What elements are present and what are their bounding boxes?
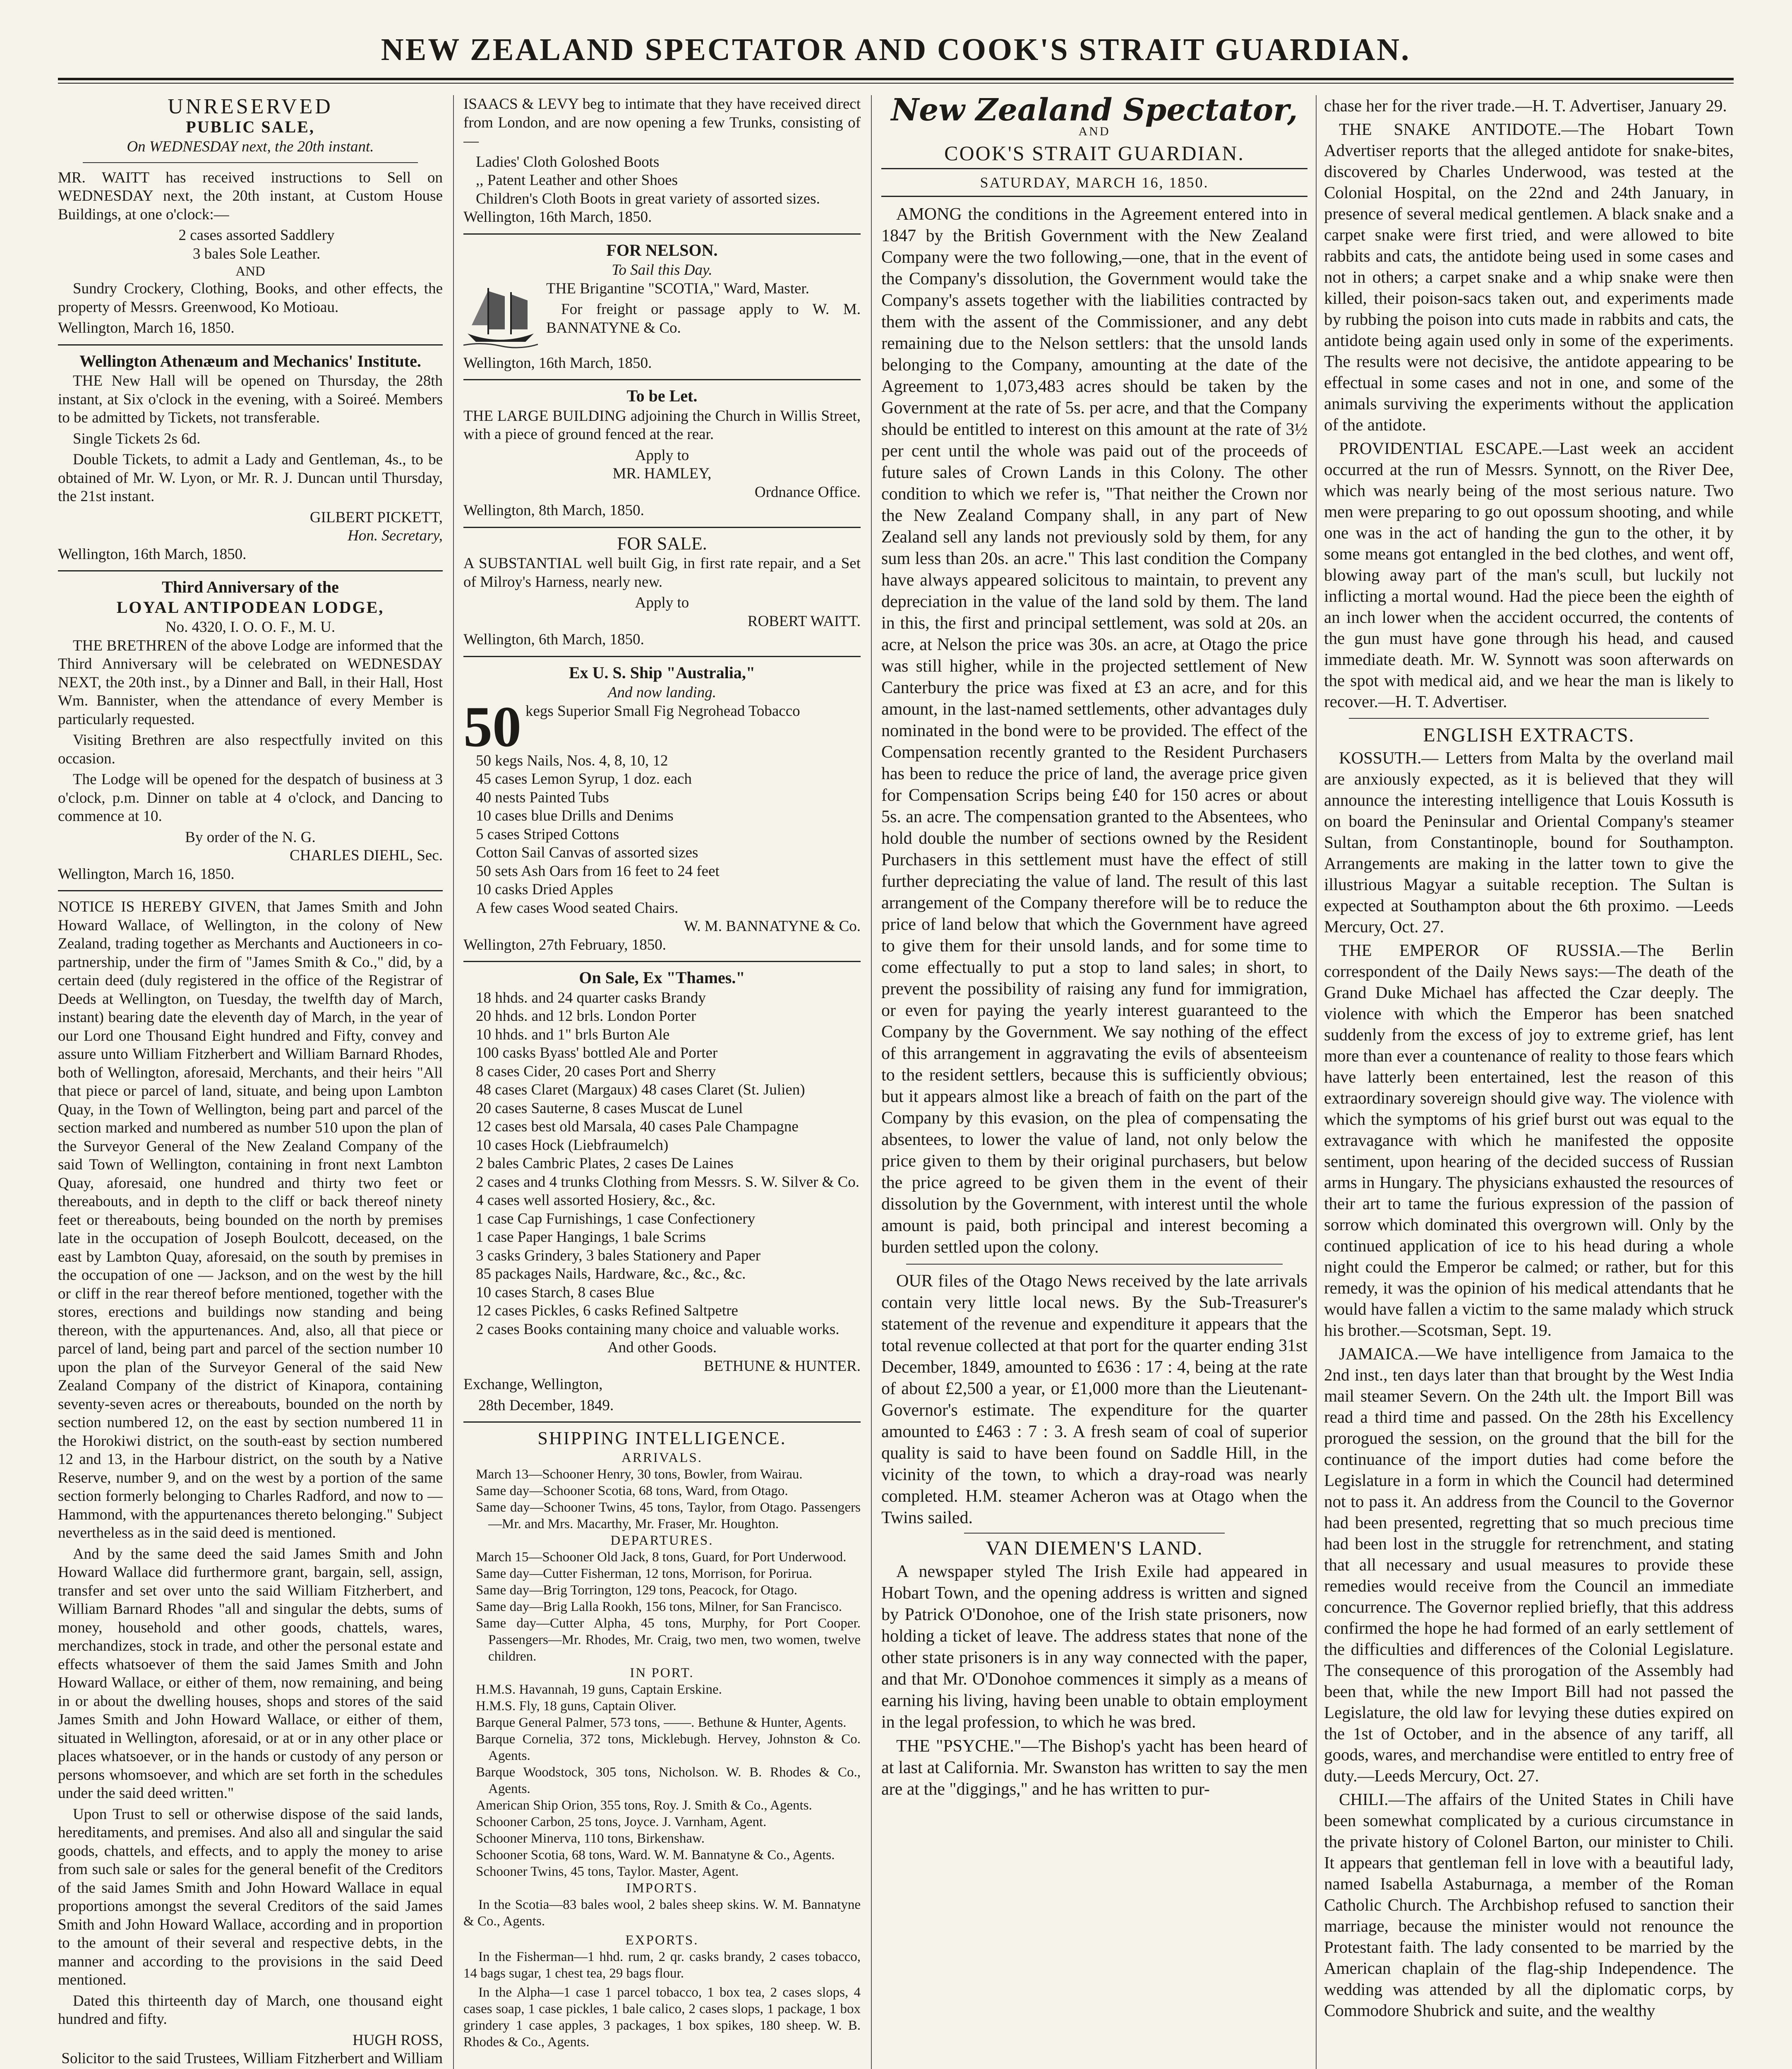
waitt-items [58, 226, 443, 263]
australia-quantity: 50 [463, 694, 521, 759]
column-divider [453, 95, 454, 2069]
list-item: March 13—Schooner Henry, 30 tons, Bowler, from Wairau. [476, 1467, 803, 1482]
column-2 [463, 95, 861, 2069]
list-item: A few cases Wood seated Chairs. [476, 899, 679, 917]
divider [58, 890, 443, 891]
list-item: 8 cases Cider, 20 cases Port and Sherry [476, 1063, 716, 1080]
imports-heading: IMPORTS. [626, 1880, 698, 1896]
athenaeum-role: Hon. Secretary, [348, 527, 443, 544]
divider [463, 527, 861, 528]
nelson-freight: For freight or passage apply to W. M. BANNATYNE & Co. [546, 301, 861, 336]
australia-first-item: kegs Superior Small Fig Negrohead Tobacco [525, 702, 800, 720]
list-item: H.M.S. Havannah, 19 guns, Captain Erskine. [476, 1682, 722, 1697]
divider [463, 1421, 861, 1423]
list-item: Schooner Minerva, 110 tons, Birkenshaw. [476, 1831, 705, 1846]
list-item: 10 cases Starch, 8 cases Blue [476, 1284, 655, 1301]
divider [1349, 718, 1709, 719]
arrivals-list [463, 1466, 861, 1532]
paper-title: New Zealand Spectator, [891, 95, 1298, 128]
lodge-signature: CHARLES DIEHL, Sec. [290, 847, 443, 864]
snake-antidote-paragraph: THE SNAKE ANTIDOTE.—The Hobart Town Advertiser reports that the alleged antidote for snake-bites, discovered by Charles Underwood, was tested at the Colonial Hospital, on the 22nd and 24th January, in presence of several medical gentlemen. A black snake and a carpet snake were first tried, and were allowed to bite rabbits and cats, the antidote being used in some cases and not in others; a carpet snake and a whip snake were then killed, their poison-sacs taken out, and experiments made by rubbing the poison into cuts made in rabbits and cats, the antidote being again used only in some of the experiments. The results were not decisive, the antidote appearing to be effectual in some cases and not in one, and some of the animals surviving the experiments without the application of the antidote. [1324, 120, 1734, 434]
list-item: Schooner Twins, 45 tons, Taylor. Master, Agent. [476, 1864, 739, 1879]
waitt-notice: MR. WAITT has received instructions to Sell on WEDNESDAY next, the 20th instant, at Custom House Buildings, at one o'clock:— [58, 169, 443, 223]
list-item: 2 cases Books containing many choice and valuable works. [476, 1320, 840, 1338]
sale-apply: Apply to [635, 594, 689, 611]
divider [58, 570, 443, 571]
russia-paragraph: THE EMPEROR OF RUSSIA.—The Berlin correspondent of the Daily News says:—The death of the Grand Duke Michael has affected the Czar deeply. The violence with which the Emperor has been snatched suddenly from the excess of joy to extreme grief, has lent more than ever a countenance of reality to those fears which have latterly been entertained, lest the reason of this extraordinary sovereign should give way. The violence with which the symptoms of his grief burst out was equal to the extravagance with which he manifested the opposite sentiment, upon hearing of the decided success of Russian arms in Hungary. The physicians exhausted the resources of their art to tame the furious expression of the passion of sorrow which dominated this overgrown will. Only by the continued application of ice to his head during a whole night could the Emperor be calmed; or rather, but for this remedy, it was the opinion of his medical attendants that he would have fallen a victim to the same malady which struck his brother.—Scotsman, Sept. 19. [1324, 941, 1734, 1339]
isaacs-items [463, 153, 861, 209]
english-extracts-heading: ENGLISH EXTRACTS. [1423, 724, 1635, 746]
divider [83, 162, 418, 163]
list-item: 10 cases blue Drills and Denims [476, 807, 674, 824]
lodge-schedule: The Lodge will be opened for the despatch of business at 3 o'clock, p.m. Dinner on table at 4 o'clock, and Dancing to commence at 10. [58, 771, 443, 825]
notice-deed-3: Upon Trust to sell or otherwise dispose of the said lands, hereditaments, and premises. And also all and singular the said goods, chattels, and effects, and to apply the money to arise from such sale or sales for the general benefit of the Creditors of the said James Smith and John Howard Wallace in equal proportions amongst the several Creditors of the said James Smith and John Howard Wallace, according and in proportion to the amount of their several and respective debts, in the manner and according to the provisions in the said Deed mentioned. [58, 1805, 443, 1988]
divider [906, 1264, 1283, 1265]
thames-heading: On Sale, Ex "Thames." [579, 968, 745, 987]
list-item: Cotton Sail Canvas of assorted sizes [476, 844, 698, 861]
sale-signature: ROBERT WAITT. [747, 612, 861, 630]
list-item: Barque Cornelia, 372 tons, Micklebugh. Hervey, Johnston & Co. Agents. [476, 1731, 861, 1763]
psyche-continued: chase her for the river trade.—H. T. Advertiser, January 29. [1324, 96, 1727, 115]
list-item: 10 casks Dried Apples [476, 881, 613, 898]
list-item: Same day—Cutter Alpha, 45 tons, Murphy, for Port Cooper. Passengers—Mr. Rhodes, Mr. Craig, two men, two women, twelve children. [476, 1615, 861, 1664]
notice-role: Solicitor to the said Trustees, William Fitzherbert and William [61, 2050, 443, 2067]
in-port-list [463, 1681, 861, 1880]
isaacs-date: Wellington, 16th March, 1850. [463, 209, 652, 226]
and-label: AND [235, 264, 265, 279]
lodge-heading-3: No. 4320, I. O. O. F., M. U. [165, 619, 336, 636]
notice-deed-2: And by the same deed the said James Smith and John Howard Wallace did furthermore grant, bargain, sell, assign, transfer and set over unto the said William Fitzherbert, and William Barnard Rhodes "all and singular the debts, sums of money, household and other goods, chattels, wares, merchandizes, stock in trade, and other the personal estate and effects whatsoever of them the said James Smith and John Howard Wallace, or either of them, now remaining, and being in or about the dwelling houses, shops and stores of the said James Smith and John Howard Wallace, or either of them, situated in Wellington, aforesaid, or at or in any other place or places whatsoever, or in the hands or custody of any person or persons whomsoever, and which are set forth in the schedules under the said deed written." [58, 1545, 443, 1802]
list-item: 20 hhds. and 12 brls. London Porter [476, 1008, 696, 1025]
irish-exile-paragraph: A newspaper styled The Irish Exile had appeared in Hobart Town, and the opening address is written and signed by Patrick O'Donohoe, one of the Irish state prisoners, now holding a ticket of leave. The address states that none of the other state prisoners is in any way connected with the paper, and that Mr. O'Donohoe commences it simply as a means of earning his living, having been unable to obtain employment in the legal profession, to which he was bred. [881, 1562, 1307, 1732]
editorial-paragraph: AMONG the conditions in the Agreement entered into in 1847 by the British Government with the New Zealand Company were the two following,—one, that in the event of the Company's dissolution, the Government would take the Company's assets together with the liabilities contracted by them with the assent of the Commissioner, and any debt remaining due to the Nelson settlers: that the unsold lands belonging to the Company, amounting at the date of the Agreement to 1,073,483 acres should be taken by the Government at the rate of 5s. per acre, and that the Company should be entitled to interest on this amount at the rate of 3½ per cent until the whole was paid out of the proceeds of future sales of Crown Lands in this Colony. The other condition to which we refer is, "That neither the Crown nor the New Zealand Company shall, in any part of New Zealand sell any lands not previously sold by them, for any sum less than 20s. an acre." This last condition the Company have always appeared solicitous to maintain, to prevent any depreciation in the value of the land sold by them. The land in this, the first and principal settlement, was sold at 20s. an acre, at Nelson the price was 30s. an acre, at Otago the price was still higher, while in the projected settlement of New Canterbury the price was fixed at £3 an acre, and for this amount, in the last-named settlements, other advantages duly nominated in the bond were to be provided. The effect of the Compensation recently granted to the Resident Purchasers has been to reduce the price of land, the average price given for Compensation Scrips being £40 for 150 acres or about 5s. an acre. The compensation granted to the Absentees, who hold double the number of sections owned by the Resident Purchasers in this settlement must have the effect of still further depreciating the value of land. The result of this last arrangement of the Company therefore will be to reduce the price of land below that which the Government have agreed to give them for their unsold lands, and for some time to come effectually to put a stop to land sales; in short, to prevent the possibility of raising any fund for immigration, or even for paying the yearly interest guaranteed to the Company by the Government. We say nothing of the effect of this arrangement in aggravating the evils of absenteeism to the resident settlers, because this is sufficiently obvious; but it appears almost like a breach of faith on the part of the Company by this evasion, on the plea of compensating the absentees, to lower the value of land, not only below the price given to them by their original purchasers, but below the price agreed to be given them in the event of their dissolution by the Government, with interest until the whole amount is paid, both principal and interest becoming a burden settled upon the colony. [881, 205, 1307, 1257]
list-item: 12 cases best old Marsala, 40 cases Pale Champagne [476, 1118, 799, 1135]
lodge-heading-2: LOYAL ANTIPODEAN LODGE, [116, 598, 384, 617]
lodge-visitors: Visiting Brethren are also respectfully invited on this occasion. [58, 732, 443, 767]
list-item: 50 kegs Nails, Nos. 4, 8, 10, 12 [476, 752, 668, 769]
list-item: Barque Woodstock, 305 tons, Nicholson. W. B. Rhodes & Co., Agents. [476, 1764, 861, 1796]
athenaeum-double: Double Tickets, to admit a Lady and Gentleman, 4s., to be obtained of Mr. W. Lyon, or Mr. R. J. Duncan until Thursday, the 21st instant. [58, 451, 443, 505]
thames-date: 28th December, 1849. [478, 1397, 614, 1414]
list-item: 85 packages Nails, Hardware, &c., &c., &c. [476, 1265, 746, 1282]
list-item: Children's Cloth Boots in great variety of assorted sizes. [476, 190, 820, 207]
australia-date: Wellington, 27th February, 1850. [463, 936, 666, 953]
divider [463, 961, 861, 962]
list-item: 10 cases Hock (Liebfraumelch) [476, 1136, 669, 1154]
list-item: 1 case Paper Hangings, 1 bale Scrims [476, 1229, 706, 1246]
list-item: ,, Patent Leather and other Shoes [476, 172, 678, 189]
column-4 [1324, 95, 1734, 2069]
column-3 [881, 95, 1307, 2069]
exports-text-2: In the Alpha—1 case 1 parcel tobacco, 1 box tea, 2 cases slops, 4 cases soap, 1 case pickles, 1 bale calico, 2 cases slops, 1 package, 1 box grindery 1 case apples, 3 packages, 1 box spikes, 180 sheep. W. B. Rhodes & Co., Agents. [463, 1985, 861, 2050]
australia-sub: And now landing. [607, 684, 717, 701]
in-port-heading: IN PORT. [630, 1665, 694, 1680]
sale-heading: FOR SALE. [617, 533, 707, 554]
waitt-more: Sundry Crockery, Clothing, Books, and other effects, the property of Messrs. Greenwood, Ko Motioau. [58, 280, 443, 316]
list-item: American Ship Orion, 355 tons, Roy. J. Smith & Co., Agents. [476, 1798, 812, 1813]
list-item: 45 cases Lemon Syrup, 1 doz. each [476, 770, 692, 787]
title-and: AND [1078, 125, 1111, 138]
list-item: Same day—Cutter Fisherman, 12 tons, Morrison, for Porirua. [476, 1566, 812, 1581]
list-item: 3 casks Grindery, 3 bales Stationery and Paper [476, 1247, 761, 1264]
sale-date: Wellington, 6th March, 1850. [463, 631, 644, 648]
athenaeum-date: Wellington, 16th March, 1850. [58, 545, 247, 563]
let-heading: To be Let. [626, 386, 698, 405]
list-item: 50 sets Ash Oars from 16 feet to 24 feet [476, 862, 720, 880]
list-item: March 15—Schooner Old Jack, 8 tons, Guard, for Port Underwood. [476, 1549, 847, 1565]
thames-signature: BETHUNE & HUNTER. [703, 1357, 861, 1375]
list-item: Ladies' Cloth Goloshed Boots [476, 153, 660, 170]
list-item: 2 cases assorted Saddlery [178, 227, 335, 244]
waitt-date: Wellington, March 16, 1850. [58, 319, 235, 336]
athenaeum-notice: THE New Hall will be opened on Thursday, the 28th instant, at Six o'clock in the evening, with a Soireé. Members to be admitted by Tickets, not transferable. [58, 372, 443, 426]
thames-other: And other Goods. [607, 1339, 717, 1356]
let-role: Ordnance Office. [754, 483, 861, 501]
let-notice: THE LARGE BUILDING adjoining the Church in Willis Street, with a piece of ground fenced at the rear. [463, 407, 861, 443]
ship-icon [463, 280, 538, 350]
chili-paragraph: CHILI.—The affairs of the United States in Chili have been somewhat complicated by a curious circumstance in the private history of Colonel Barton, our minister to Chili. It appears that gentleman fell in love with a beautiful lady, named Isabella Astaburnaga, a member of the Roman Catholic Church. The Archbishop refused to sanction their marriage, because the minister would not renounce the Protestant faith. The lady consented to be married by the American chaplain of the flag-ship Independence. The wedding was attended by all the diplomatic corps, by Commodore Shubrick and suite, and the wealthy [1324, 1790, 1734, 2020]
list-item: 1 case Cap Furnishings, 1 case Confectionery [476, 1210, 756, 1227]
list-item: 40 nests Painted Tubs [476, 789, 609, 806]
list-item: 4 cases well assorted Hosiery, &c., &c. [476, 1192, 716, 1209]
list-item: Same day—Schooner Scotia, 68 tons, Ward, from Otago. [476, 1483, 788, 1498]
athenaeum-single: Single Tickets 2s 6d. [73, 430, 201, 447]
notice-deed: NOTICE IS HEREBY GIVEN, that James Smith and John Howard Wallace, of Wellington, in the colony of New Zealand, trading together as Merchants and Auctioneers in co-partnership, under the firm of "James Smith & Co.," did, by a certain deed (duly registered in the office of the Registrar of Deeds at Wellington, on Tuesday, the twelfth day of March, instant) bearing date the eleventh day of March, in the year of our Lord one Thousand Eight hundred and Fifty, convey and assure unto William Fitzherbert and William Barnard Rhodes, both of Wellington, aforesaid, Merchants, and their heirs "All that piece or parcel of land, situate, and being upon Lambton Quay, in the Town of Wellington, being part and parcel of the section marked and numbered as number 510 upon the plan of the Surveyor General of the New Zealand Company of the said Town of Wellington, containing in front next Lambton Quay, aforesaid, one hundred and thirty two feet or thereabouts, and in depth to the cliff or back thereof ninety feet or thereabouts, being bounded on the north by premises late in the occupation of Joseph Boulcott, deceased, on the east by Lambton Quay, aforesaid, on the south by premises in the occupation of one — Jackson, and on the west by the hill or cliff in the rear thereof before mentioned, together with the stores, erections and buildings now standing and being thereon, with the appurtenances. And, also, all that piece or parcel of land, being part and parcel of the section number 10 upon the plan of the Surveyor General of the said New Zealand Company of the district of Kinapora, containing seventy-seven acres or thereabouts, bounded on the north by section numbered 12, on the east by section numbered 11 in the Horokiwi district, on the south-east by section numbered 12 and 13, in the Harbour district, on the south by a Native Reserve, number 9, and on the west by a portion of the same section formerly belonging to Charles Radford, and now to — Hammond, with the appurtenances thereto belonging." Subject nevertheless as in the said deed is mentioned. [58, 898, 443, 1541]
paper-subtitle: COOK'S STRAIT GUARDIAN. [944, 142, 1245, 165]
imports-text: In the Scotia—83 bales wool, 2 bales sheep skins. W. M. Bannatyne & Co., Agents. [463, 1897, 861, 1929]
athenaeum-heading: Wellington Athenæum and Mechanics' Institute. [79, 351, 421, 370]
notice-signature: HUGH ROSS, [353, 2031, 443, 2049]
masthead-rule [58, 78, 1734, 84]
divider [463, 379, 861, 380]
list-item: H.M.S. Fly, 18 guns, Captain Oliver. [476, 1698, 676, 1714]
divider [463, 233, 861, 235]
notice-dated: Dated this thirteenth day of March, one thousand eight hundred and fifty. [58, 1992, 443, 2028]
shipping-heading: SHIPPING INTELLIGENCE. [537, 1428, 787, 1448]
list-item: 12 cases Pickles, 6 casks Refined Saltpetre [476, 1302, 738, 1319]
list-item: Same day—Brig Torrington, 129 tons, Peacock, for Otago. [476, 1582, 798, 1598]
list-item: 3 bales Sole Leather. [192, 245, 321, 262]
thames-items [463, 989, 861, 1339]
otago-paragraph: OUR files of the Otago News received by the late arrivals contain very little local news. By the Sub-Treasurer's statement of the revenue and expenditure it appears that the total revenue collected at that port for the quarter ending 31st December, 1849, amounted to £636 : 17 : 4, being at the rate of about £2,500 a year, or £1,000 more than the Lieutenant-Governor's estimate. The expenditure for the quarter amounted to £463 : 7 : 3. A fresh seam of coal of superior quality is said to have been found on Saddle Hill, in the vicinity of the town, to which a dray-road was nearly completed. H.M. steamer Acheron was at Otago when the Twins sailed. [881, 1272, 1307, 1527]
isaacs-notice: ISAACS & LEVY beg to intimate that they have received direct from London, and are now opening a few Trunks, consisting of— [463, 96, 861, 149]
australia-signature: W. M. BANNATYNE & Co. [684, 918, 861, 935]
sale-date-line: On WEDNESDAY next, the 20th instant. [127, 138, 374, 155]
lodge-heading-1: Third Anniversary of the [162, 578, 339, 596]
lodge-order: By order of the N. G. [185, 828, 316, 846]
athenaeum-signature: GILBERT PICKETT, [309, 509, 443, 526]
arrivals-heading: ARRIVALS. [621, 1450, 703, 1465]
divider [463, 656, 861, 657]
list-item: 5 cases Striped Cottons [476, 826, 619, 843]
departures-list [463, 1549, 861, 1665]
column-1 [58, 95, 443, 2069]
australia-heading: Ex U. S. Ship "Australia," [569, 663, 756, 682]
list-item: Schooner Scotia, 68 tons, Ward. W. M. Bannatyne & Co., Agents. [476, 1847, 835, 1863]
lodge-date: Wellington, March 16, 1850. [58, 865, 235, 883]
providential-escape-paragraph: PROVIDENTIAL ESCAPE.—Last week an accident occurred at the run of Messrs. Synnott, on the River Dee, which was nearly being of the most serious nature. Two men were preparing to go out opossum shooting, and while one was in the act of handing the gun to the other, it by some means got entangled in the bed clothes, and went off, blowing away part of the man's scull, but luckily not inflicting a mortal wound. Had the piece been the eighth of an inch lower when the accident occurred, the contents of the gun must have gone through his head, and caused immediate death. Mr. W. Synnott was soon afterwards on the spot with medical aid, and we hear the man is likely to recover.—H. T. Advertiser. [1324, 439, 1734, 711]
list-item: Schooner Carbon, 25 tons, Joyce. J. Varnham, Agent. [476, 1814, 767, 1829]
exports-heading: EXPORTS. [625, 1932, 699, 1948]
list-item: Same day—Brig Lalla Rookh, 156 tons, Milner, for San Francisco. [476, 1599, 842, 1614]
list-item: 100 casks Byass' bottled Ale and Porter [476, 1044, 718, 1061]
departures-heading: DEPARTURES. [610, 1533, 714, 1548]
australia-items [463, 752, 861, 918]
vdl-heading: VAN DIEMEN'S LAND. [986, 1537, 1203, 1559]
divider [964, 1533, 1225, 1534]
jamaica-paragraph: JAMAICA.—We have intelligence from Jamaica to the 2nd inst., ten days later than that brought by the West India mail steamer Severn. On the 24th ult. the Import Bill was read a third time and passed. On the 28th his Excellency prorogued the session, on the ground that the bill for the continuance of the import duties had come before the Legislature in a form in which the Council had determined not to pass it. An address from the Council to the Governor had been presented, regretting that so much precious time had been lost in the struggle for retrenchment, and stating that all necessary and usual measures to provide these remedies would receive from the Council an immediate concurrence. The Governor replied briefly, that this address confirmed the hope he had formed of an early settlement of the difficulties and differences of the Colonial Legislature. The consequence of this prorogation of the Assembly had been that, while the new Import Bill had not passed the Legislature, the old law for levying these duties expired on the 1st of October, and in the absence of any tariff, all goods, wares, and merchandise were entitled to entry free of duty.—Leeds Mercury, Oct. 27. [1324, 1344, 1734, 1785]
list-item: 20 cases Sauterne, 8 cases Muscat de Lunel [476, 1099, 743, 1117]
lodge-notice: THE BRETHREN of the above Lodge are informed that the Third Anniversary will be celebrated on WEDNESDAY NEXT, the 20th inst., by a Dinner and Ball, in their Hall, Host Wm. Bannister, when the attendance of every Member is particularly requested. [58, 637, 443, 728]
list-item: 18 hhds. and 24 quarter casks Brandy [476, 989, 706, 1006]
list-item: 10 hhds. and 1" brls Burton Ale [476, 1026, 670, 1043]
nelson-notice: THE Brigantine "SCOTIA," Ward, Master. [546, 280, 809, 297]
public-sale-heading: PUBLIC SALE, [186, 117, 315, 136]
let-signature: MR. HAMLEY, [612, 465, 712, 482]
let-date: Wellington, 8th March, 1850. [463, 502, 644, 519]
masthead: NEW ZEALAND SPECTATOR AND COOK'S STRAIT GUARDIAN. [381, 32, 1411, 67]
column-divider [1316, 95, 1317, 2069]
list-item: Same day—Schooner Twins, 45 tons, Taylor, from Otago. Passengers—Mr. and Mrs. Macarthy, Mr. Fraser, Mr. Houghton. [476, 1500, 861, 1531]
psyche-paragraph: THE "PSYCHE."—The Bishop's yacht has been heard of at last at California. Mr. Swanston has written to say the men are at the "diggings," and he has written to pur- [881, 1737, 1307, 1799]
unreserved-heading: UNRESERVED [168, 95, 333, 118]
kossuth-paragraph: KOSSUTH.— Letters from Malta by the overland mail are anxiously expected, as it is believed that they will announce the interesting intelligence that Louis Kossuth is on board the Peninsular and Oriental Company's steamer Sultan, from Constantinople, bound for Southampton. Arrangements are making in the latter town to give the illustrious Magyar a suitable reception. The Sultan is expected at Southampton about the 6th proximo. —Leeds Mercury, Oct. 27. [1324, 748, 1734, 936]
thames-location: Exchange, Wellington, [463, 1376, 603, 1393]
issue-date: SATURDAY, MARCH 16, 1850. [881, 168, 1307, 197]
divider [58, 344, 443, 346]
list-item: 2 cases and 4 trunks Clothing from Messrs. S. W. Silver & Co. [476, 1173, 860, 1191]
let-apply: Apply to [635, 446, 689, 464]
sale-notice: A SUBSTANTIAL well built Gig, in first rate repair, and a Set of Milroy's Harness, nearly new. [463, 555, 861, 590]
nelson-date: Wellington, 16th March, 1850. [463, 354, 652, 372]
nelson-heading: FOR NELSON. [606, 240, 718, 259]
column-divider [871, 95, 872, 2069]
list-item: 2 bales Cambric Plates, 2 cases De Laines [476, 1155, 734, 1172]
exports-text: In the Fisherman—1 hhd. rum, 2 qr. casks brandy, 2 cases tobacco, 14 bags sugar, 1 chest tea, 29 bags flour. [463, 1949, 861, 1981]
nelson-sub: To Sail this Day. [612, 262, 712, 278]
list-item: 48 cases Claret (Margaux) 48 cases Claret (St. Julien) [476, 1081, 805, 1098]
list-item: Barque General Palmer, 573 tons, ——. Bethune & Hunter, Agents. [476, 1715, 847, 1730]
